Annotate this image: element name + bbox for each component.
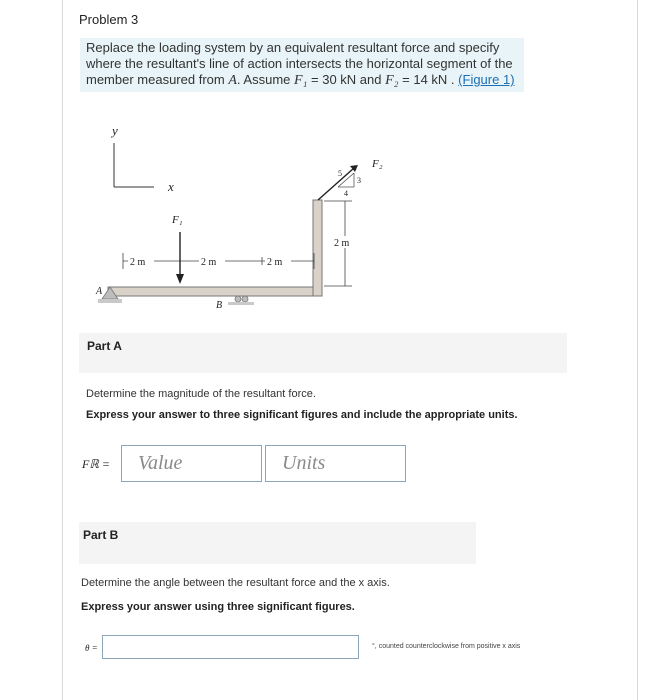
part-a-question: Determine the magnitude of the resultant force. <box>86 388 316 400</box>
point-a-symbol: A <box>228 73 237 88</box>
prompt-text-b: . Assume <box>236 72 291 87</box>
figure-link[interactable]: (Figure 1) <box>458 72 515 87</box>
f1-symbol: F₁ <box>294 73 308 88</box>
dimension-1-label: 2 m <box>130 257 146 268</box>
slope-5-label: 5 <box>338 169 342 178</box>
f2-value: = 14 kN . <box>398 72 455 87</box>
x-axis-label: x <box>168 179 174 194</box>
dimension-2-label: 2 m <box>201 257 217 268</box>
support-a-label: A <box>96 286 103 297</box>
f1-value: = 30 kN and <box>307 72 382 87</box>
units-input[interactable] <box>265 445 406 482</box>
slope-3-label: 3 <box>357 176 361 185</box>
f2-figure-label: F₂ <box>372 158 383 170</box>
part-a-answer-label: Fℝ = <box>82 457 110 471</box>
prompt-text-a: Replace the loading system by an equivalent resultant force and specify where the resultant's line of action intersects the horizontal segment of the member measured from <box>86 40 513 87</box>
dimension-3-label: 2 m <box>267 257 283 268</box>
f1-figure-label: F₁ <box>172 214 183 226</box>
part-a-heading[interactable]: Part A <box>79 333 567 373</box>
units-placeholder: Units <box>282 452 326 474</box>
part-b-instruction: Express your answer using three significant figures. <box>81 601 355 613</box>
part-b-heading[interactable]: Part B <box>79 522 476 564</box>
f2-symbol: F₂ <box>385 73 399 88</box>
member-beam <box>108 200 322 296</box>
support-b-label: B <box>216 300 223 311</box>
slope-4-label: 4 <box>344 189 348 198</box>
y-axis-label: y <box>112 123 118 138</box>
problem-title: Problem 3 <box>79 12 139 27</box>
part-a-instruction: Express your answer to three significant figures and include the appropriate units. <box>86 409 518 421</box>
axes-icon <box>114 143 154 187</box>
value-placeholder: Value <box>138 452 183 474</box>
support-b-icon <box>228 296 254 305</box>
part-b-answer-label: θ = <box>85 643 98 653</box>
angle-input[interactable] <box>102 635 359 659</box>
vertical-dimension-label: 2 m <box>334 238 350 249</box>
force-f1-arrow <box>176 232 184 284</box>
part-b-question: Determine the angle between the resultant force and the x axis. <box>81 577 390 589</box>
loading-figure <box>88 115 383 320</box>
problem-statement <box>80 38 524 92</box>
value-input[interactable] <box>121 445 262 482</box>
angle-unit-note: °, counted counterclockwise from positive x axis <box>372 643 521 650</box>
